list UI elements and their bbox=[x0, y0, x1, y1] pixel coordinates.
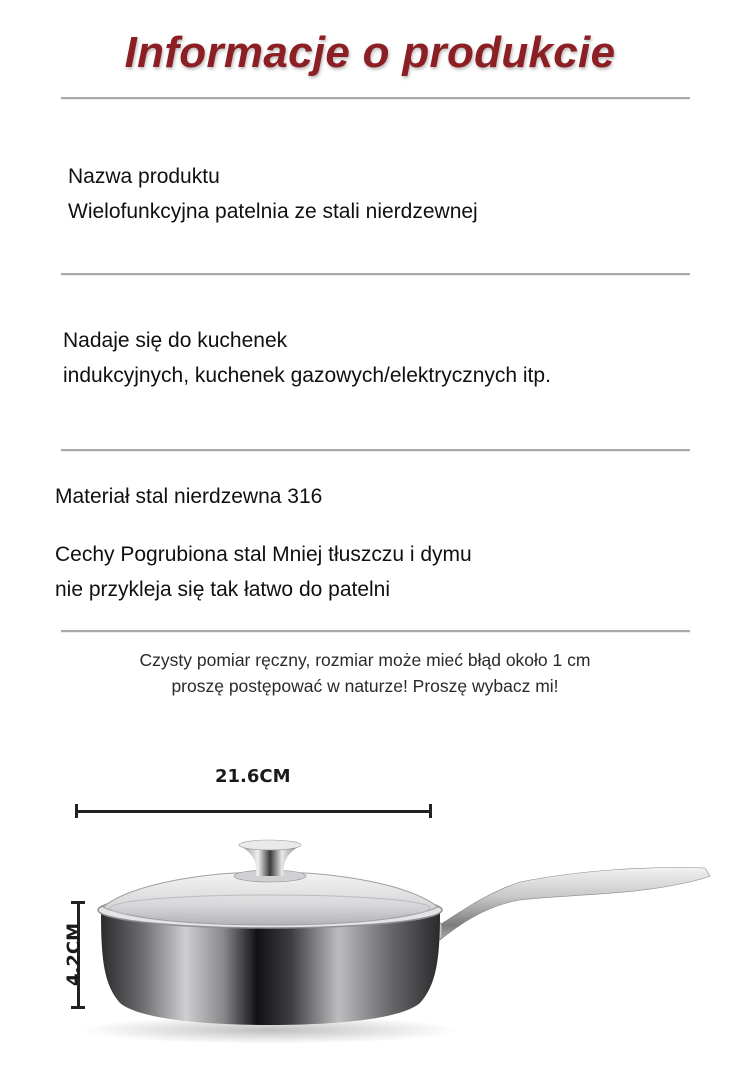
features-line-1: Cechy Pogrubiona stal Mniej tłuszczu i dymu bbox=[55, 543, 472, 566]
divider-3 bbox=[61, 449, 690, 452]
divider-2 bbox=[61, 273, 690, 276]
divider-4 bbox=[61, 630, 690, 633]
compatibility-line-1: Nadaje się do kuchenek bbox=[63, 329, 288, 352]
product-name-label: Nazwa produktu bbox=[68, 165, 220, 188]
knob-top bbox=[239, 840, 301, 850]
measurement-note-line-1: Czysty pomiar ręczny, rozmiar może mieć błąd około 1 cm bbox=[139, 650, 591, 670]
product-name-value: Wielofunkcyjna patelnia ze stali nierdzewnej bbox=[68, 200, 478, 223]
pan-body bbox=[101, 912, 440, 1025]
pan-handle bbox=[432, 868, 710, 940]
divider-1 bbox=[61, 97, 690, 100]
material-text: Materiał stal nierdzewna 316 bbox=[55, 485, 323, 508]
page-title: Informacje o produkcie bbox=[124, 28, 616, 77]
height-dimension-label: 4.2CM bbox=[63, 923, 85, 987]
width-dimension-line bbox=[76, 810, 432, 813]
features-line-2: nie przykleja się tak łatwo do patelni bbox=[55, 578, 391, 601]
frying-pan-image bbox=[0, 820, 750, 1087]
compatibility-line-2: indukcyjnych, kuchenek gazowych/elektrycznych itp. bbox=[63, 364, 551, 387]
width-dimension-cap-right bbox=[429, 804, 432, 818]
width-dimension-cap-left bbox=[75, 804, 78, 818]
width-dimension-label: 21.6CM bbox=[215, 766, 291, 787]
measurement-note-line-2: proszę postępować w naturze! Proszę wybacz mi! bbox=[171, 676, 559, 696]
